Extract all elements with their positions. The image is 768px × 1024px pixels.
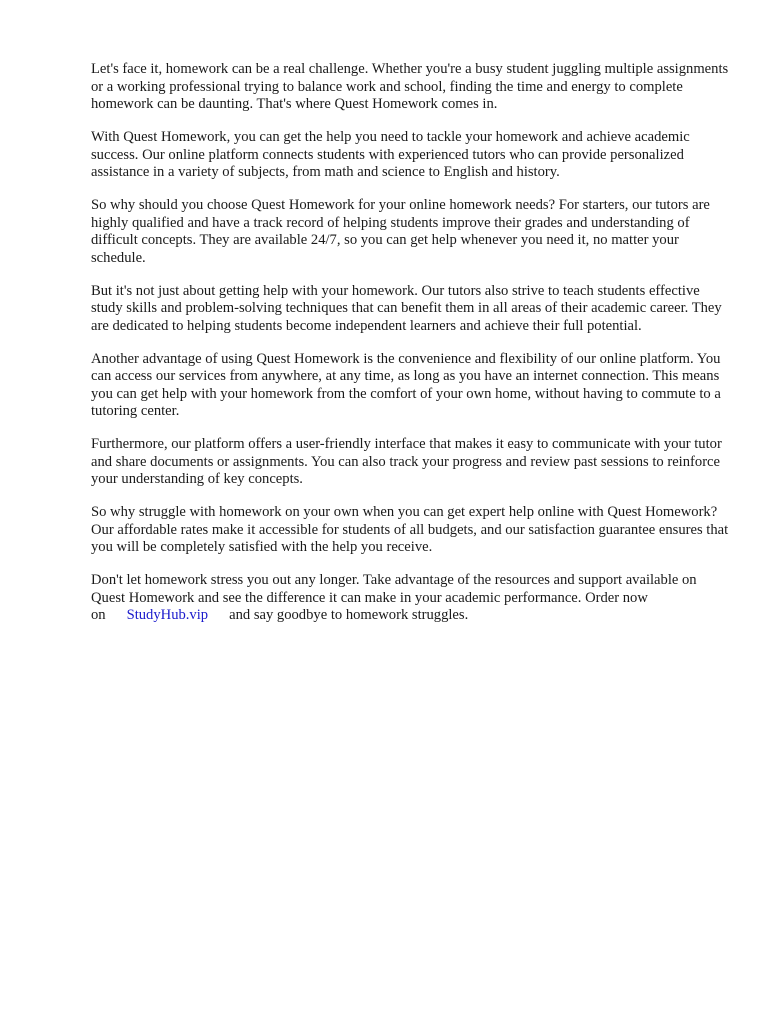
paragraph-convenience: Another advantage of using Quest Homework is the convenience and flexibility of our online platform. You can access our services from anywhere, at any time, as long as you have an internet connection. This means you can get help with your homework from the comfort of your own home, without having to commute to a tutoring center. — [91, 350, 721, 419]
closing-text-after-link: and say goodbye to homework struggles. — [229, 607, 469, 623]
document-page — [91, 61, 731, 640]
paragraph-interface: Furthermore, our platform offers a user-friendly interface that makes it easy to communicate with your tutor and share documents or assignments. You can also track your progress and review past sessions to reinforce your understanding of key concepts. — [91, 436, 722, 487]
paragraph-intro: Let's face it, homework can be a real challenge. Whether you're a busy student juggling multiple assignments or a working professional trying to balance work and school, finding the time and energy to complete homework can be daunting. That's where Quest Homework comes in. — [91, 61, 729, 112]
paragraph-closing — [91, 572, 731, 625]
paragraph-platform: With Quest Homework, you can get the help you need to tackle your homework and achieve academic success. Our online platform connects students with experienced tutors who can provide personalized assistance in a variety of subjects, from math and science to English and history. — [91, 129, 690, 180]
closing-text-before-link: Don't let homework stress you out any longer. Take advantage of the resources and support available on Quest Homework and see the difference it can make in your academic performance. Order now on — [91, 572, 697, 623]
paragraph-affordable: So why struggle with homework on your own when you can get expert help online with Quest Homework? Our affordable rates make it accessible for students of all budgets, and our satisfaction guarantee ensures that you will be completely satisfied with the help you receive. — [91, 504, 729, 555]
studyhub-link[interactable]: StudyHub.vip — [126, 607, 209, 623]
paragraph-study-skills: But it's not just about getting help with your homework. Our tutors also strive to teach students effective study skills and problem-solving techniques that can benefit them in all areas of their academic career. They are dedicated to helping students become independent learners and achieve their full potential. — [91, 282, 722, 334]
paragraph-why-choose: So why should you choose Quest Homework for your online homework needs? For starters, our tutors are highly qualified and have a track record of helping students improve their grades and understanding of difficult concepts. They are available 24/7, so you can get help whenever you need it, no matter your schedule. — [91, 197, 710, 266]
